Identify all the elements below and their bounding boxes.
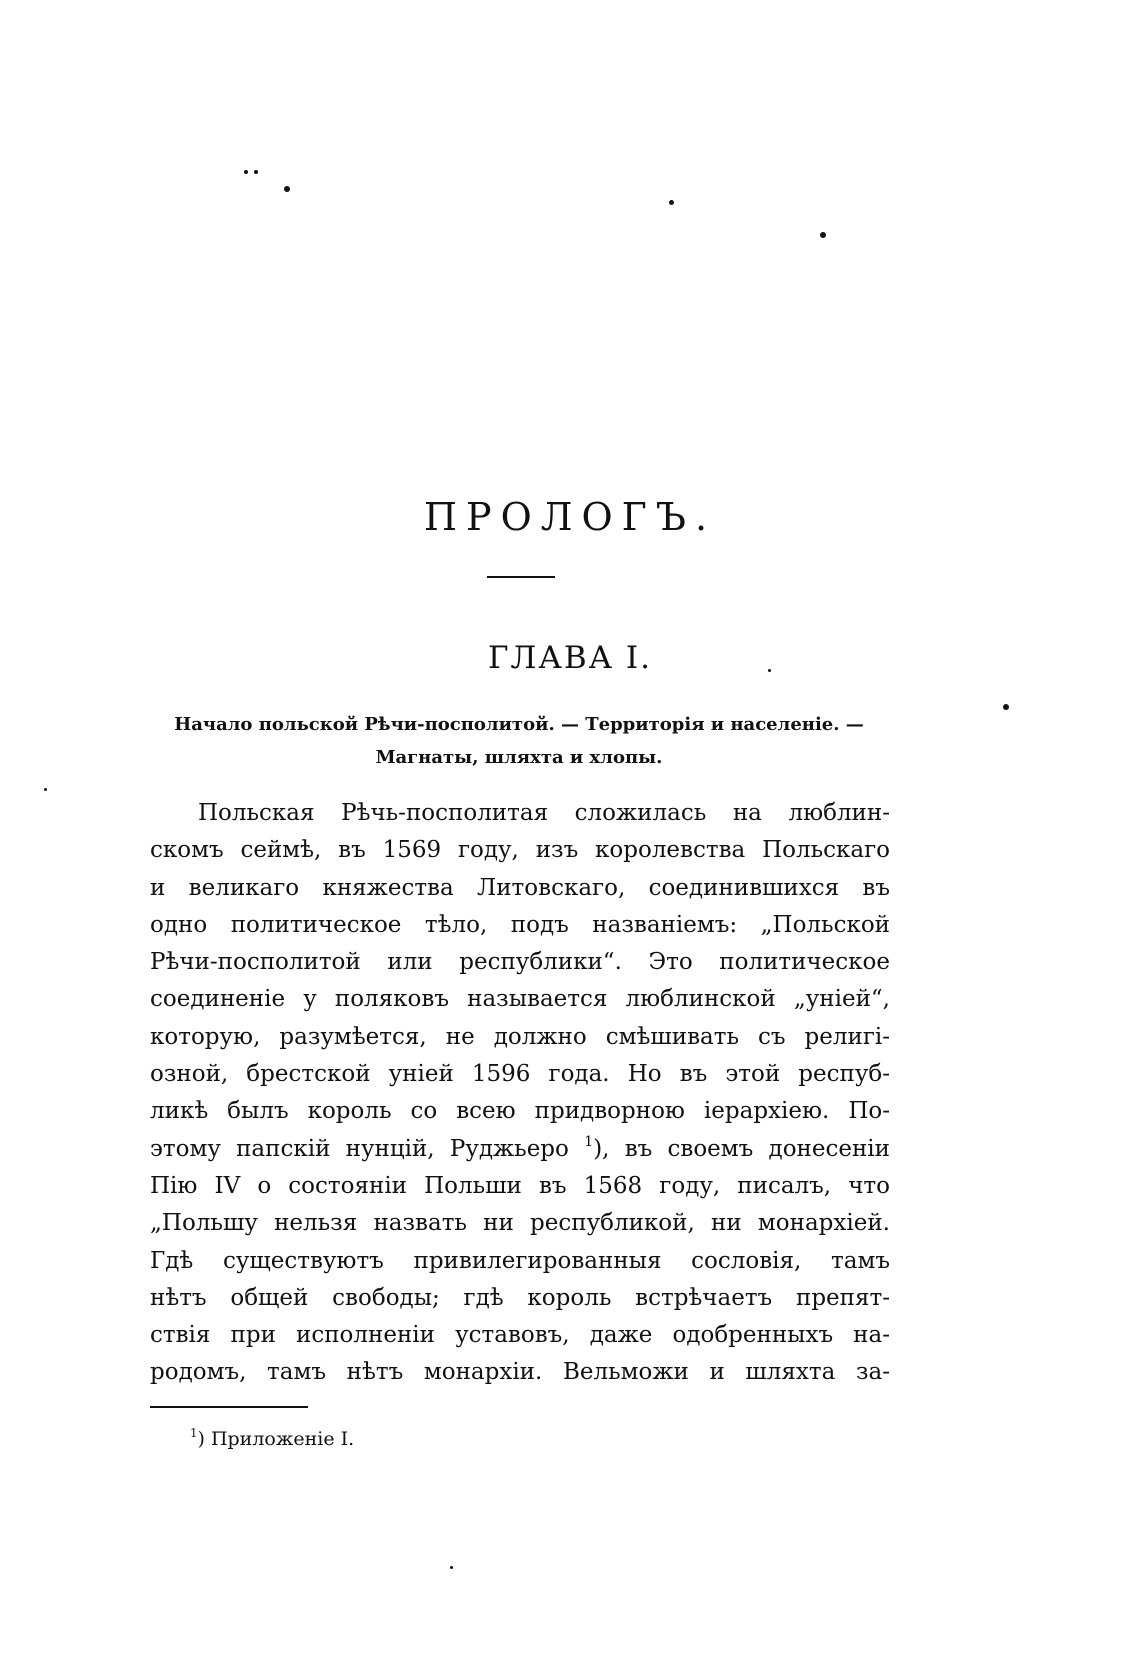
scan-speck [254, 170, 258, 174]
body-line: ствія при исполненіи уставовъ, даже одобренныхъ на- [150, 1322, 890, 1349]
summary-line: Магнаты, шляхта и хлопы. [375, 747, 663, 768]
summary-line: Начало польской Рѣчи-посполитой. — Территорія и населеніе. — [174, 714, 864, 735]
footnote-marker: 1 [190, 1425, 198, 1440]
scan-speck [44, 788, 47, 791]
part-title: ПРОЛОГЪ. [423, 495, 717, 539]
body-line: соединеніе у поляковъ называется люблинской „уніей“, [150, 986, 890, 1013]
body-line: одно политическое тѣло, подъ названіемъ: „Польской [150, 911, 890, 938]
title-divider [487, 576, 555, 578]
body-line: скомъ сеймѣ, въ 1569 году, изъ королевства Польскаго [150, 837, 890, 864]
scan-speck [1003, 704, 1009, 710]
body-line-text: этому папскій нунцій, Руджьеро [150, 1135, 585, 1162]
body-line: Гдѣ существуютъ привилегированныя сословія, тамъ [150, 1247, 890, 1274]
chapter-summary [148, 708, 890, 774]
body-line: Рѣчи-посполитой или республики“. Это политическое [150, 949, 890, 976]
body-line: которую, разумѣется, не должно смѣшивать съ религі- [150, 1023, 890, 1050]
body-line: Пію IV о состояніи Польши въ 1568 году, писалъ, что [150, 1172, 890, 1199]
body-line: Польская Рѣчь-посполитая сложилась на люблин- [198, 800, 890, 826]
scan-speck [820, 232, 826, 238]
body-line-text: ), въ своемъ донесеніи [593, 1135, 890, 1162]
scan-speck [244, 170, 248, 174]
body-paragraph [150, 795, 890, 1392]
scan-speck [450, 1566, 453, 1569]
body-line: озной, брестской уніей 1596 года. Но въ этой респуб- [150, 1061, 890, 1088]
body-line: ликѣ былъ король со всею придворною іерархіею. По- [150, 1098, 890, 1125]
body-line: родомъ, тамъ нѣтъ монархіи. Вельможи и шляхта за- [150, 1359, 890, 1386]
body-line-with-footnote-ref [150, 1131, 890, 1168]
footnote-text: ) Приложеніе I. [197, 1428, 355, 1450]
footnote-reference[interactable]: 1 [584, 1133, 594, 1150]
body-line: нѣтъ общей свободы; гдѣ король встрѣчаетъ препят- [150, 1284, 890, 1311]
footnote-divider [150, 1406, 308, 1408]
chapter-title: ГЛАВА I. [487, 640, 653, 676]
body-line: „Польшу нельзя назвать ни республикой, ни монархіей. [150, 1210, 890, 1237]
body-line: и великаго княжества Литовскаго, соединившихся въ [150, 874, 890, 901]
footnote [190, 1425, 355, 1450]
scan-speck [669, 200, 674, 205]
scan-speck [284, 186, 290, 192]
